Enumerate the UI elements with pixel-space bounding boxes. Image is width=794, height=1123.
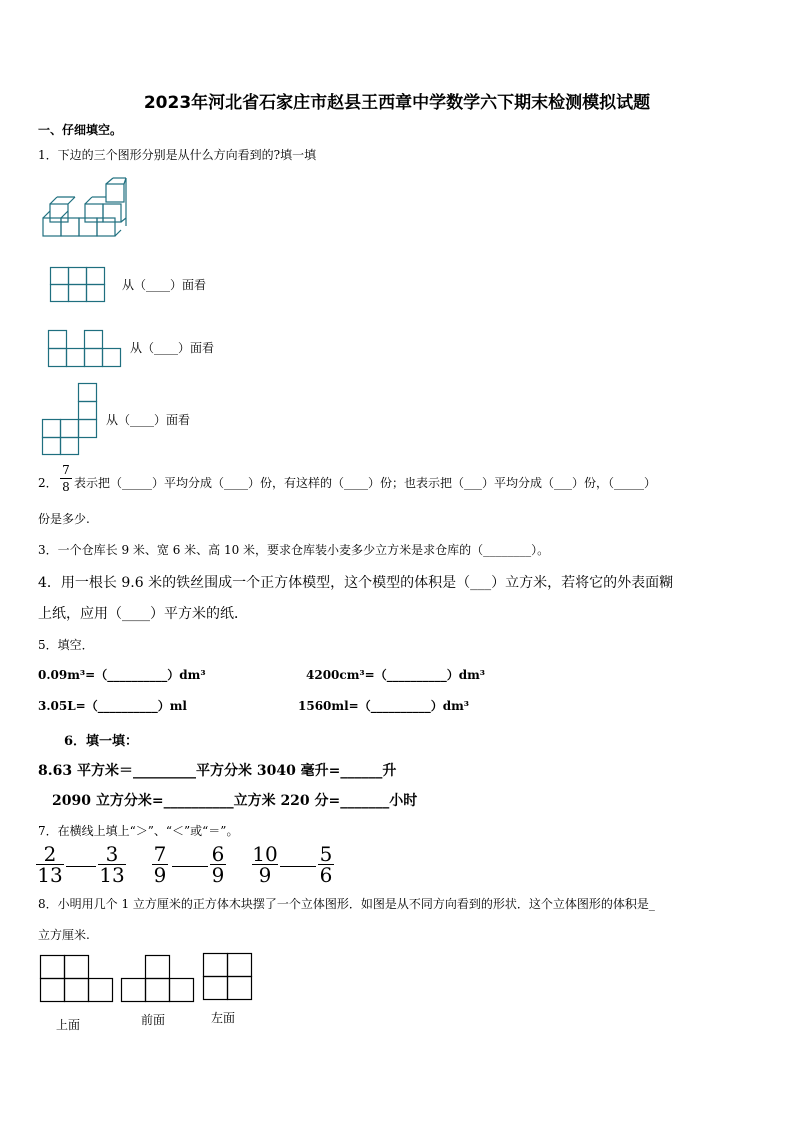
view-c-grid — [42, 383, 100, 455]
q5-item-c: 3.05L=（__________）ml — [38, 699, 187, 713]
question-6-text: 6．填一填： — [64, 734, 139, 749]
question-4-text-cont: 上纸，应用（____）平方米的纸． — [38, 606, 248, 622]
answer-line-1[interactable] — [66, 866, 96, 867]
question-2-text-cont: 份是多少. — [38, 512, 90, 526]
question-8-text: 8．小明用几个 1 立方厘米的正方体木块摆了一个立体图形．如图是从不同方向看到的形状．这个立体图形的体积是_ — [38, 897, 655, 911]
section-heading: 一、仔细填空。 — [38, 123, 123, 137]
left-view-grid — [203, 953, 253, 1001]
view-a-grid — [50, 267, 108, 303]
question-1-text: 1．下边的三个图形分别是从什么方向看到的?填一填 — [38, 148, 317, 162]
q5-item-b: 4200cm³=（__________）dm³ — [306, 668, 486, 682]
q6-line-2: 2090 立方分米=__________立方米 220 分=_______小时 — [52, 793, 418, 809]
view-b-label: 从（____）面看 — [130, 341, 215, 355]
question-5-text: 5．填空． — [38, 638, 94, 652]
view-b-grid — [48, 330, 124, 368]
question-7-text: 7．在横线上填上“＞”、“＜”或“＝”。 — [38, 824, 239, 838]
q5-item-d: 1560ml=（__________）dm³ — [298, 699, 470, 713]
question-3-text: 3．一个仓库长 9 米、宽 6 米、高 10 米，要求仓库装小麦多少立方米是求仓库的（________）。 — [38, 543, 550, 557]
q5-item-a: 0.09m³=（__________）dm³ — [38, 668, 206, 682]
question-4-text: 4．用一根长 9.6 米的铁丝围成一个正方体模型，这个模型的体积是（___）立方米，若将它的外表面糊 — [38, 575, 674, 591]
fraction-6-9: 6 9 — [211, 842, 225, 887]
front-view-grid — [121, 955, 195, 1003]
page-title: 2023年河北省石家庄市赵县王西章中学数学六下期末检测模拟试题 — [143, 93, 651, 113]
question-2-number: 2． — [38, 476, 58, 490]
front-view-label: 前面 — [141, 1013, 166, 1027]
answer-line-3[interactable] — [280, 866, 316, 867]
fraction-7-8: 7 8 — [60, 462, 72, 495]
answer-line-2[interactable] — [172, 866, 208, 867]
question-8-text-cont: 立方厘米. — [38, 928, 90, 942]
view-c-label: 从（____）面看 — [106, 413, 191, 427]
question-2-text: 表示把（_____）平均分成（____）份，有这样的（____）份；也表示把（___）平均分成（___）份，（_____） — [74, 476, 657, 490]
fraction-5-6: 5 6 — [319, 842, 333, 887]
top-view-label: 上面 — [56, 1018, 81, 1032]
fraction-3-13: 3 13 — [99, 842, 125, 887]
fraction-7-9: 7 9 — [153, 842, 167, 887]
fraction-10-9: 10 9 — [252, 842, 278, 887]
q6-line-1: 8.63 平方米＝_________平方分米 3040 毫升=______升 — [38, 763, 397, 779]
view-a-label: 从（____）面看 — [122, 278, 207, 292]
left-view-label: 左面 — [211, 1011, 236, 1025]
fraction-2-13: 2 13 — [37, 842, 63, 887]
top-view-grid — [40, 955, 114, 1003]
cube-stack-figure — [42, 178, 126, 242]
